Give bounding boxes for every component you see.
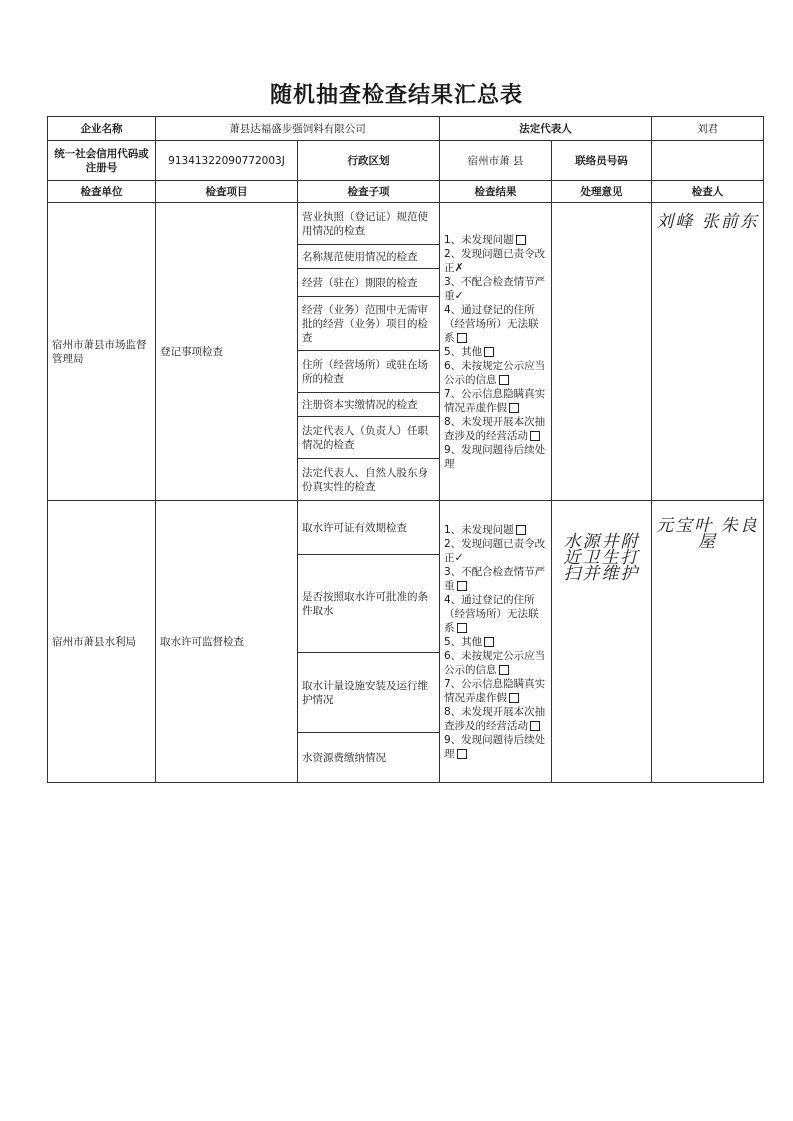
signature-text: 刘峰 张前东	[656, 212, 759, 232]
sub-item: 经营（业务）范围中无需审批的经营（业务）项目的检查	[298, 297, 440, 351]
sub-item: 名称规范使用情况的检查	[298, 245, 440, 269]
col-header-inspector: 检查人	[652, 181, 764, 203]
check-mark-icon: ✓	[454, 288, 464, 302]
result-option: 7、公示信息隐瞒真实情况弄虚作假	[444, 387, 546, 414]
column-header-row	[48, 181, 764, 203]
legal-rep: 刘君	[652, 117, 764, 141]
check-mark-icon: ✓	[454, 550, 464, 564]
sub-item: 法定代表人、自然人股东身份真实性的检查	[298, 459, 440, 501]
district: 宿州市萧 县	[440, 141, 552, 181]
result-option: 7、公示信息隐瞒真实情况弄虚作假	[444, 677, 546, 704]
company-name-label: 企业名称	[48, 117, 156, 141]
result-option: 8、未发现开展本次抽查涉及的经营活动	[444, 415, 546, 442]
inspection-item: 登记事项检查	[156, 203, 298, 501]
result-option: 9、发现问题待后续处理	[444, 733, 546, 760]
sub-item: 取水许可证有效期检查	[298, 501, 440, 555]
handling-opinion	[552, 203, 652, 501]
checkbox-icon	[484, 347, 494, 357]
result-option: 6、未按规定公示应当公示的信息	[444, 359, 546, 386]
sub-item: 是否按照取水许可批准的条件取水	[298, 555, 440, 653]
inspector-signature	[652, 501, 764, 783]
sub-item: 注册资本实缴情况的检查	[298, 393, 440, 417]
result-option: 9、发现问题待后续处理	[444, 443, 546, 470]
liaison	[652, 141, 764, 181]
checkbox-icon	[509, 693, 519, 703]
sub-item: 法定代表人（负责人）任职情况的检查	[298, 417, 440, 459]
checkbox-icon	[484, 637, 494, 647]
col-header-opinion: 处理意见	[552, 181, 652, 203]
checkbox-icon	[457, 623, 467, 633]
checkbox-icon	[457, 333, 467, 343]
result-option: 2、发现问题已责令改正✗	[444, 247, 546, 274]
sub-item: 取水计量设施安装及运行维护情况	[298, 653, 440, 733]
table-row	[48, 203, 764, 245]
code-row	[48, 141, 764, 181]
legal-rep-label: 法定代表人	[440, 117, 652, 141]
sub-item: 住所（经营场所）或驻在场所的检查	[298, 351, 440, 393]
credit-code: 91341322090772003J	[156, 141, 298, 181]
result-option: 8、未发现开展本次抽查涉及的经营活动	[444, 705, 546, 732]
result-option: 5、其他	[444, 635, 547, 649]
result-option: 3、不配合检查情节严重✓	[444, 275, 546, 302]
col-header-unit: 检查单位	[48, 181, 156, 203]
result-option: 3、不配合检查情节严重	[444, 565, 546, 592]
col-header-subitem: 检查子项	[298, 181, 440, 203]
district-label: 行政区划	[298, 141, 440, 181]
sub-item: 经营（驻在）期限的检查	[298, 269, 440, 297]
checkbox-icon	[516, 235, 526, 245]
col-header-item: 检查项目	[156, 181, 298, 203]
checkbox-icon	[499, 375, 509, 385]
checkbox-icon	[530, 431, 540, 441]
result-option: 5、其他	[444, 345, 547, 359]
result-option: 4、通过登记的住所（经营场所）无法联系	[444, 593, 539, 634]
result-list	[440, 501, 552, 783]
checkbox-icon	[530, 721, 540, 731]
page-title: 随机抽查检查结果汇总表	[269, 83, 523, 108]
inspection-unit: 宿州市萧县水利局	[48, 501, 156, 783]
sub-item: 营业执照（登记证）规范使用情况的检查	[298, 203, 440, 245]
col-header-result: 检查结果	[440, 181, 552, 203]
results-table	[47, 116, 764, 783]
checkbox-icon	[516, 525, 526, 535]
company-name: 萧县达福盛步强饲料有限公司	[156, 117, 440, 141]
credit-code-label: 统一社会信用代码或注册号	[48, 141, 156, 181]
signature-text: 元宝叶 朱良屋	[656, 516, 759, 552]
result-list	[440, 203, 552, 501]
checkbox-icon	[457, 581, 467, 591]
handling-opinion	[552, 501, 652, 783]
table-row	[48, 501, 764, 555]
result-option: 4、通过登记的住所（经营场所）无法联系	[444, 303, 539, 344]
sub-item: 水资源费缴纳情况	[298, 733, 440, 783]
result-option: 1、未发现问题	[444, 523, 547, 537]
checkbox-icon	[509, 403, 519, 413]
result-option: 1、未发现问题	[444, 233, 547, 247]
inspection-unit: 宿州市萧县市场监督管理局	[48, 203, 156, 501]
company-row	[48, 117, 764, 141]
crossed-mark-icon: ✗	[454, 260, 464, 274]
checkbox-icon	[457, 749, 467, 759]
result-option: 6、未按规定公示应当公示的信息	[444, 649, 546, 676]
inspection-item: 取水许可监督检查	[156, 501, 298, 783]
opinion-handwriting: 水源井附近卫生打扫并维护	[563, 532, 640, 584]
liaison-label: 联络员号码	[552, 141, 652, 181]
inspector-signature	[652, 203, 764, 501]
result-option: 2、发现问题已责令改正✓	[444, 537, 546, 564]
checkbox-icon	[499, 665, 509, 675]
